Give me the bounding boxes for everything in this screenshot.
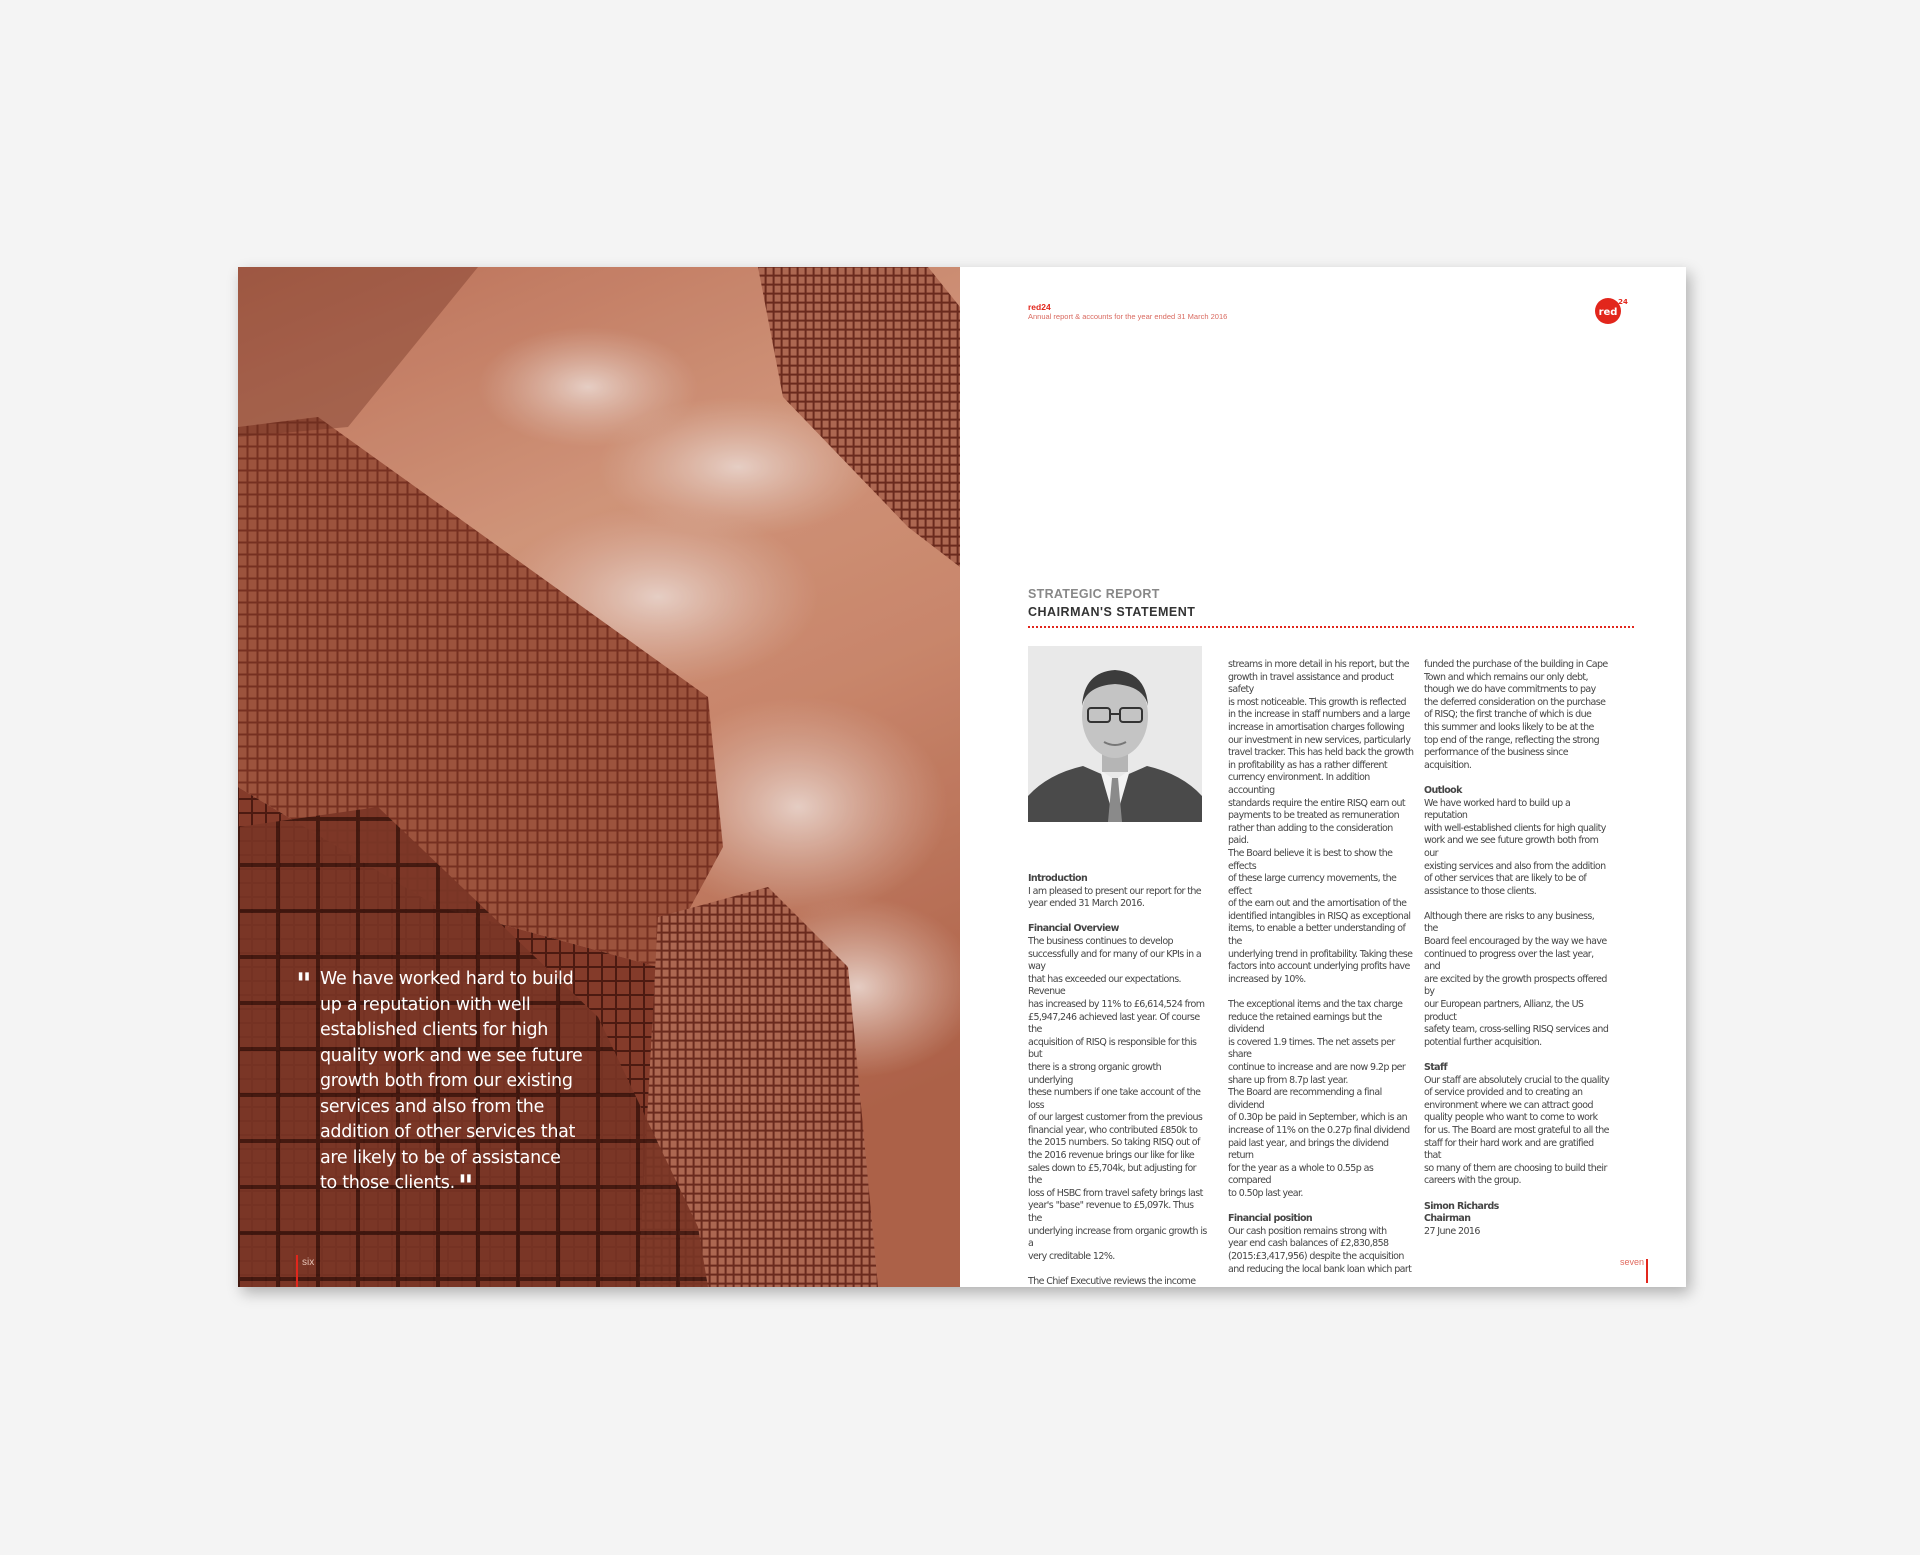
column-heading: Staff xyxy=(1424,1062,1448,1073)
body-line: streams in more detail in his report, but the xyxy=(1228,659,1410,670)
body-line: is most noticeable. This growth is reflected xyxy=(1228,696,1406,708)
body-line: in the increase in staff numbers and a large xyxy=(1228,709,1410,721)
body-line: of other services that are likely to be of xyxy=(1424,873,1587,885)
body-line: paid last year, and brings the dividend return xyxy=(1228,1137,1389,1162)
dotted-divider xyxy=(1028,626,1634,628)
quote-line xyxy=(320,1169,590,1204)
quote-line: up a reputation with well xyxy=(320,994,531,1015)
body-line: assistance to those clients. xyxy=(1424,885,1537,897)
paragraph-gap xyxy=(1228,986,1414,999)
body-line: of service provided and to creating an xyxy=(1424,1087,1583,1099)
body-line: Although there are risks to any business, the xyxy=(1424,910,1595,935)
red24-logo xyxy=(1594,295,1628,325)
body-line: Our cash position remains strong with xyxy=(1228,1225,1387,1237)
body-line: the deferred consideration on the purchase xyxy=(1424,696,1606,708)
body-line: Board feel encouraged by the way we have xyxy=(1424,936,1607,948)
paragraph-gap xyxy=(1424,1188,1610,1201)
pull-quote xyxy=(320,967,590,1204)
quote-line: are likely to be of assistance xyxy=(320,1147,561,1168)
body-line: with well-established clients for high quality xyxy=(1424,822,1606,834)
body-line: (2015:£3,417,956) despite the acquisition xyxy=(1228,1250,1404,1262)
body-line: of the earn out and the amortisation of the xyxy=(1228,898,1407,910)
body-line: performance of the business since acquisition. xyxy=(1424,747,1568,771)
left-page xyxy=(238,267,960,1287)
body-line: there is a strong organic growth underlying xyxy=(1028,1061,1162,1086)
body-line: Our staff are absolutely crucial to the quality xyxy=(1424,1074,1610,1086)
body-line: environment where we can attract good xyxy=(1424,1099,1593,1111)
paragraph-gap xyxy=(1424,772,1610,785)
body-line: has increased by 11% to £6,614,524 from xyxy=(1028,998,1205,1010)
body-line: to 0.50p last year. xyxy=(1228,1187,1303,1199)
body-line: financial year, who contributed £850k to xyxy=(1028,1124,1198,1136)
body-line: The Board believe it is best to show the effects xyxy=(1228,847,1393,872)
paragraph-gap xyxy=(1228,1201,1414,1214)
quote-line: growth both from our existing xyxy=(320,1071,573,1091)
body-line: year's "base" revenue to £5,097k. Thus the xyxy=(1028,1200,1194,1225)
body-line: The Board are recommending a final dividend xyxy=(1228,1087,1382,1111)
page-number-left: six xyxy=(302,1257,315,1268)
body-line: increase of 11% on the 0.27p final dividend xyxy=(1228,1124,1410,1136)
body-line: careers with the group. xyxy=(1424,1175,1521,1187)
body-line: travel tracker. This has held back the growth xyxy=(1228,747,1414,759)
body-line: sales down to £5,704k, but adjusting for the xyxy=(1028,1162,1196,1187)
section-label: STRATEGIC REPORT xyxy=(1028,587,1160,601)
text-column-2 xyxy=(1228,659,1414,1276)
body-line: successfully and for many of our KPIs in a way xyxy=(1028,948,1202,973)
quote-line: established clients for high xyxy=(320,1020,549,1040)
body-line: these numbers if one take account of the loss xyxy=(1028,1087,1201,1111)
paragraph-gap xyxy=(1424,898,1610,911)
column-heading: Introduction xyxy=(1028,873,1088,884)
paragraph-gap xyxy=(1028,1263,1208,1276)
body-line: increase in amortisation charges following xyxy=(1228,721,1405,733)
body-line: factors into account underlying profits have xyxy=(1228,961,1410,973)
body-line: potential further acquisition. xyxy=(1424,1036,1542,1048)
body-line: We have worked hard to build up a reputation xyxy=(1424,797,1571,822)
text-column-3 xyxy=(1424,659,1610,1238)
body-line: for us. The Board are most grateful to all the xyxy=(1424,1124,1609,1136)
column-heading: Outlook xyxy=(1424,784,1462,796)
body-line: of our largest customer from the previous xyxy=(1028,1112,1203,1124)
quote-line: We have worked hard to build xyxy=(320,969,574,989)
quote-last-line-text: to those clients. xyxy=(320,1173,455,1193)
body-line: the 2015 numbers. So taking RISQ out of xyxy=(1028,1137,1200,1149)
body-line: identified intangibles in RISQ as exceptional xyxy=(1228,910,1411,922)
body-line: currency environment. In addition accounting xyxy=(1228,772,1370,796)
body-line: of RISQ; the first tranche of which is due xyxy=(1424,709,1592,721)
close-quote-mark: " xyxy=(457,1169,474,1204)
body-line: and reducing the local bank loan which part xyxy=(1228,1263,1412,1275)
body-line: year end cash balances of £2,830,858 xyxy=(1228,1238,1389,1250)
body-line: payments to be treated as remuneration xyxy=(1228,810,1400,822)
body-line: the 2016 revenue brings our like for like xyxy=(1028,1150,1195,1162)
folio-bar xyxy=(296,1255,298,1287)
body-line: work and we see future growth both from our xyxy=(1424,835,1599,859)
column-heading: Financial Overview xyxy=(1028,923,1119,935)
body-line: growth in travel assistance and product safety xyxy=(1228,671,1394,696)
body-line: in profitability as has a rather different xyxy=(1228,759,1388,771)
body-line: so many of them are choosing to build their xyxy=(1424,1162,1607,1174)
body-line: is covered 1.9 times. The net assets per share xyxy=(1228,1036,1395,1061)
body-line: items, to enable a better understanding of the xyxy=(1228,923,1406,948)
running-head xyxy=(1028,302,1227,322)
body-line: share up from 8.7p last year. xyxy=(1228,1074,1348,1086)
body-line: The exceptional items and the tax charge xyxy=(1228,999,1403,1011)
body-line: existing services and also from the addition xyxy=(1424,860,1606,872)
running-head-subtitle: Annual report & accounts for the year ended 31 March 2016 xyxy=(1028,312,1228,321)
body-line: standards require the entire RISQ earn out xyxy=(1228,797,1406,809)
column-heading: Chairman xyxy=(1424,1213,1471,1225)
annual-report-spread xyxy=(238,267,1686,1287)
body-line: I am pleased to present our report for the xyxy=(1028,885,1202,897)
chairman-portrait xyxy=(1028,646,1202,822)
body-line: of 0.30p be paid in September, which is an xyxy=(1228,1112,1407,1124)
body-line: The business continues to develop xyxy=(1028,935,1173,947)
body-line: The Chief Executive reviews the income xyxy=(1028,1276,1196,1287)
column-heading: Financial position xyxy=(1228,1213,1313,1225)
body-line: that has exceeded our expectations. Revenue xyxy=(1028,973,1181,998)
quote-line: addition of other services that xyxy=(320,1122,576,1142)
text-column-1 xyxy=(1028,873,1208,1289)
body-line: our investment in new services, particularly xyxy=(1228,734,1411,746)
body-line: staff for their hard work and are gratified that xyxy=(1424,1137,1594,1162)
body-line: this summer and looks likely to be at the xyxy=(1424,721,1594,733)
right-page xyxy=(960,267,1686,1287)
quote-line: quality work and we see future xyxy=(320,1045,583,1066)
body-line: very creditable 12%. xyxy=(1028,1250,1115,1262)
body-line: continue to increase and are now 9.2p per xyxy=(1228,1062,1406,1073)
paragraph-gap xyxy=(1028,911,1208,924)
body-line: year ended 31 March 2016. xyxy=(1028,898,1145,910)
running-head-brand: red24 xyxy=(1028,302,1051,312)
quote-line: services and also from the xyxy=(320,1096,545,1117)
body-line: top end of the range, reflecting the strong xyxy=(1424,734,1600,746)
body-line: quality people who want to come to work xyxy=(1424,1112,1598,1124)
logo-text: red xyxy=(1598,307,1618,318)
body-line: though we do have commitments to pay xyxy=(1424,684,1596,696)
body-line: 27 June 2016 xyxy=(1424,1225,1480,1237)
body-line: rather than adding to the consideration paid. xyxy=(1228,822,1393,847)
body-line: loss of HSBC from travel safety brings last xyxy=(1028,1187,1203,1199)
body-line: of these large currency movements, the effect xyxy=(1228,873,1397,897)
body-line: underlying increase from organic growth is a xyxy=(1028,1225,1207,1250)
body-line: underlying trend in profitability. Taking these xyxy=(1228,948,1413,960)
body-line: safety team, cross-selling RISQ services and xyxy=(1424,1024,1609,1036)
body-line: increased by 10%. xyxy=(1228,973,1306,985)
body-line: our European partners, Allianz, the US product xyxy=(1424,999,1584,1023)
section-title: CHAIRMAN'S STATEMENT xyxy=(1028,605,1196,619)
body-line: £5,947,246 achieved last year. Of course the xyxy=(1028,1011,1200,1036)
logo-superscript: 24 xyxy=(1618,298,1628,306)
body-line: are excited by the growth prospects offered by xyxy=(1424,973,1607,998)
body-line: for the year as a whole to 0.55p as compared xyxy=(1228,1162,1374,1187)
body-line: continued to progress over the last year, and xyxy=(1424,948,1594,973)
page-number-right: seven xyxy=(1619,1257,1644,1267)
column-heading: Simon Richards xyxy=(1424,1200,1499,1212)
paragraph-gap xyxy=(1424,1049,1610,1062)
body-line: reduce the retained earnings but the dividend xyxy=(1228,1011,1382,1036)
folio-bar xyxy=(1646,1259,1648,1283)
body-line: funded the purchase of the building in Cape xyxy=(1424,659,1608,670)
body-line: acquisition of RISQ is responsible for this but xyxy=(1028,1036,1197,1061)
body-line: Town and which remains our only debt, xyxy=(1424,671,1588,683)
